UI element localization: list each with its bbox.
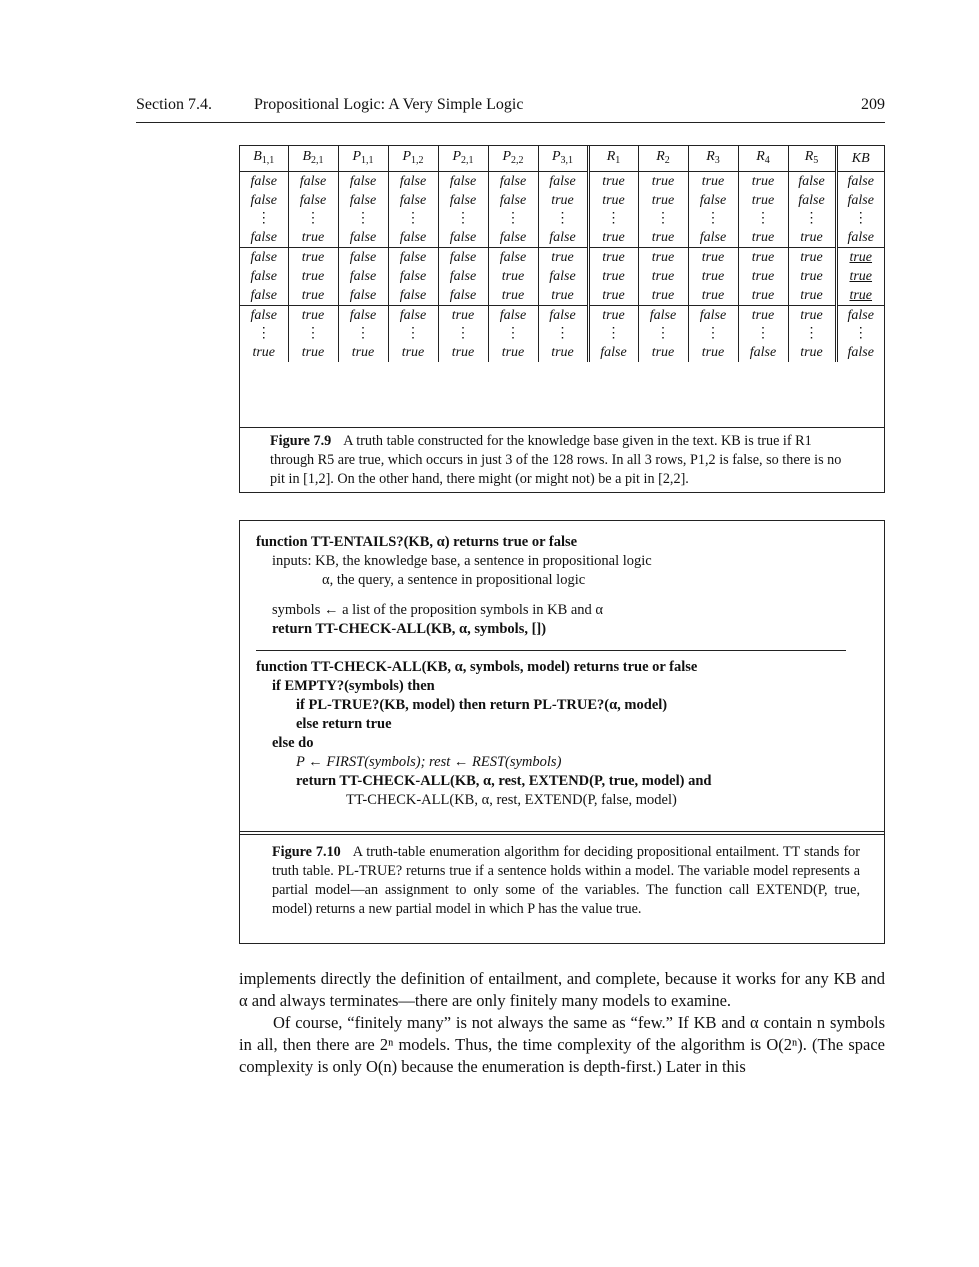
table-cell: true <box>538 286 588 306</box>
table-cell: true <box>788 306 836 326</box>
column-header: $P_{3,1}$ <box>538 146 588 172</box>
table-cell: false <box>488 228 538 248</box>
table-cell: true <box>788 286 836 306</box>
algorithm-line: symbols ← a list of the proposition symbols in KB and α <box>272 602 604 618</box>
caption-label: Figure 7.10 <box>272 844 341 860</box>
table-cell: false <box>788 172 836 192</box>
table-cell: false <box>388 191 438 210</box>
algorithm-line: if PL-TRUE?(KB, model) then return PL-TRUE?(α, model) <box>296 697 668 713</box>
table-cell: true <box>488 286 538 306</box>
table-cell: true <box>438 306 488 326</box>
table-row <box>240 191 884 210</box>
ellipsis-cell: ⋮ <box>240 210 288 228</box>
table-cell: true <box>788 267 836 286</box>
table-cell: true <box>488 267 538 286</box>
table-cell: false <box>388 228 438 248</box>
table-cell: true <box>638 228 688 248</box>
table-cell: false <box>438 248 488 268</box>
table-cell: true <box>738 172 788 192</box>
table-cell: true <box>849 288 873 303</box>
table-cell: false <box>288 191 338 210</box>
table-cell: false <box>438 228 488 248</box>
table-cell: true <box>788 228 836 248</box>
column-header: $R_1$ <box>588 146 638 172</box>
ellipsis-cell: ⋮ <box>738 325 788 343</box>
table-row <box>240 267 884 286</box>
caption-label: Figure 7.9 <box>270 433 332 449</box>
table-cell: false <box>847 230 874 245</box>
table-cell: false <box>688 191 738 210</box>
table-cell: true <box>738 191 788 210</box>
table-cell: true <box>788 343 836 362</box>
ellipsis-cell: ⋮ <box>338 325 388 343</box>
table-cell: true <box>588 248 638 268</box>
column-header: $P_{2,2}$ <box>488 146 538 172</box>
table-cell: false <box>688 306 738 326</box>
ellipsis-cell: ⋮ <box>638 325 688 343</box>
table-cell: true <box>338 343 388 362</box>
column-header: $P_{2,1}$ <box>438 146 488 172</box>
table-cell: false <box>538 228 588 248</box>
algorithm-line: else return true <box>296 716 392 732</box>
table-cell: false <box>847 193 874 208</box>
column-header: $P_{1,2}$ <box>388 146 438 172</box>
ellipsis-cell: ⋮ <box>588 210 638 228</box>
ellipsis-cell: ⋮ <box>388 325 438 343</box>
paragraph: implements directly the definition of entailment, and complete, because it works for any KB and α and always terminates—there are only finitely many models to examine. <box>239 969 885 1010</box>
table-cell: false <box>836 306 884 326</box>
table-cell: false <box>338 172 388 192</box>
table-cell: true <box>288 306 338 326</box>
ellipsis-cell: ⋮ <box>288 210 338 228</box>
table-cell: false <box>240 248 288 268</box>
algorithm-line: return TT-CHECK-ALL(KB, α, rest, EXTEND(P, true, model) and <box>296 773 712 789</box>
table-cell: false <box>688 228 738 248</box>
table-cell: true <box>836 248 884 268</box>
column-header: $R_3$ <box>688 146 738 172</box>
column-header: $R_2$ <box>638 146 688 172</box>
table-cell: true <box>588 172 638 192</box>
table-cell: true <box>688 267 738 286</box>
table-cell: false <box>240 267 288 286</box>
ellipsis-row <box>240 210 884 228</box>
table-cell: true <box>738 267 788 286</box>
table-cell: true <box>588 306 638 326</box>
table-cell: false <box>240 306 288 326</box>
ellipsis-cell: ⋮ <box>488 325 538 343</box>
paragraph: Of course, “finitely many” is not always the same as “few.” If KB and α contain n symbols in all, then there are 2ⁿ models. Thus, the time complexity of the algorithm is O(2ⁿ). (The space complexity is only O(n) because the enumeration is depth-first.) Later in this <box>239 1013 885 1076</box>
table-cell: false <box>338 228 388 248</box>
table-cell: true <box>638 267 688 286</box>
truth-table <box>240 146 884 362</box>
table-cell: true <box>588 286 638 306</box>
caption-divider <box>240 831 884 835</box>
ellipsis-cell: ⋮ <box>240 325 288 343</box>
table-cell: true <box>638 191 688 210</box>
table-cell: false <box>388 306 438 326</box>
algorithm-line: if EMPTY?(symbols) then <box>272 678 435 694</box>
ellipsis-cell: ⋮ <box>688 325 738 343</box>
table-cell: false <box>240 191 288 210</box>
table-cell: true <box>488 343 538 362</box>
ellipsis-cell: ⋮ <box>638 210 688 228</box>
ellipsis-cell: ⋮ <box>288 325 338 343</box>
table-cell: false <box>488 191 538 210</box>
table-cell: false <box>240 228 288 248</box>
table-cell: true <box>288 248 338 268</box>
table-cell: true <box>588 191 638 210</box>
table-cell: false <box>438 286 488 306</box>
table-cell: true <box>388 343 438 362</box>
table-cell: true <box>738 286 788 306</box>
table-cell: true <box>688 172 738 192</box>
table-cell: true <box>638 286 688 306</box>
caption-text: A truth table constructed for the knowledge base given in the text. KB is true if R1 through R5 are true, which occurs in just 3 of the 128 rows. In all 3 rows, P1,2 is false, so there is no pit in [1,2]. On the other hand, there might (or might not) be a pit in [2,2]. <box>270 433 842 487</box>
algorithm-line: inputs: KB, the knowledge base, a sentence in propositional logic <box>272 553 652 569</box>
table-cell: true <box>588 228 638 248</box>
table-cell: false <box>338 286 388 306</box>
figure-7-9 <box>239 145 885 493</box>
ellipsis-row <box>240 325 884 343</box>
table-cell: false <box>240 172 288 192</box>
table-cell: true <box>849 269 873 284</box>
ellipsis-cell: ⋮ <box>788 210 836 228</box>
table-cell: false <box>388 286 438 306</box>
caption-text: A truth-table enumeration algorithm for deciding propositional entailment. TT stands for truth table. PL-TRUE? returns true if a sentence holds within a model. The variable model represents a partial model—an assignment to only some of the variables. The function call EXTEND(P, true, model) returns a new partial model in which P has the value true. <box>272 844 860 917</box>
column-header: $R_4$ <box>738 146 788 172</box>
table-row <box>240 343 884 362</box>
ellipsis-cell: ⋮ <box>738 210 788 228</box>
truth-table-body <box>240 172 884 363</box>
table-row <box>240 248 884 268</box>
ellipsis-cell: ⋮ <box>438 325 488 343</box>
table-cell: true <box>588 267 638 286</box>
table-cell: false <box>438 267 488 286</box>
algorithm-line: return TT-CHECK-ALL(KB, α, symbols, []) <box>272 621 547 637</box>
ellipsis-cell: ⋮ <box>688 210 738 228</box>
table-cell: false <box>338 248 388 268</box>
table-cell: false <box>388 267 438 286</box>
body-text <box>239 968 885 1078</box>
table-cell: true <box>688 248 738 268</box>
page-header <box>136 96 885 123</box>
table-cell: true <box>638 172 688 192</box>
ellipsis-cell: ⋮ <box>588 325 638 343</box>
table-cell: false <box>847 345 874 360</box>
algorithm-line: function TT-CHECK-ALL(KB, α, symbols, model) returns true or false <box>256 659 698 675</box>
page-number: 209 <box>861 96 885 113</box>
algorithm-line: TT-CHECK-ALL(KB, α, rest, EXTEND(P, false, model) <box>346 792 677 808</box>
figure-7-10-caption <box>240 843 884 919</box>
table-cell: false <box>388 248 438 268</box>
table-cell: false <box>388 172 438 192</box>
column-header: KB <box>836 146 884 172</box>
table-cell: false <box>588 343 638 362</box>
table-cell: true <box>638 248 688 268</box>
table-cell: true <box>538 248 588 268</box>
algorithm-line: α, the query, a sentence in propositional logic <box>322 572 586 588</box>
table-cell: false <box>788 191 836 210</box>
table-cell: true <box>738 248 788 268</box>
table-cell: true <box>538 343 588 362</box>
table-cell: true <box>288 286 338 306</box>
algorithm-line: P ← FIRST(symbols); rest ← REST(symbols) <box>296 754 562 770</box>
table-cell: true <box>288 343 338 362</box>
ellipsis-cell: ⋮ <box>488 210 538 228</box>
table-cell: false <box>488 172 538 192</box>
table-cell: false <box>638 306 688 326</box>
table-cell: false <box>738 343 788 362</box>
ellipsis-cell: ⋮ <box>338 210 388 228</box>
table-cell: false <box>538 267 588 286</box>
table-cell: false <box>338 306 388 326</box>
table-cell: false <box>488 248 538 268</box>
section-label: Section 7.4. <box>136 96 212 113</box>
running-title: Propositional Logic: A Very Simple Logic <box>254 96 524 113</box>
ellipsis-cell: ⋮ <box>538 210 588 228</box>
table-cell: false <box>288 172 338 192</box>
ellipsis-cell: ⋮ <box>438 210 488 228</box>
table-cell: true <box>638 343 688 362</box>
table-cell: false <box>338 267 388 286</box>
column-header: $B_{1,1}$ <box>240 146 288 172</box>
table-row <box>240 306 884 326</box>
table-row <box>240 228 884 248</box>
algorithm-line: function TT-ENTAILS?(KB, α) returns true or false <box>256 534 578 550</box>
table-cell: true <box>688 343 738 362</box>
table-cell: true <box>288 267 338 286</box>
table-header-row <box>240 146 884 172</box>
table-cell: false <box>438 172 488 192</box>
column-header: $P_{1,1}$ <box>338 146 388 172</box>
column-header: $R_5$ <box>788 146 836 172</box>
algorithm-divider <box>256 650 846 651</box>
ellipsis-cell: ⋮ <box>788 325 836 343</box>
table-cell: true <box>438 343 488 362</box>
table-row <box>240 172 884 192</box>
table-cell: true <box>538 191 588 210</box>
table-cell: false <box>538 306 588 326</box>
table-cell: true <box>688 286 738 306</box>
table-cell: false <box>240 286 288 306</box>
ellipsis-cell: ⋮ <box>853 326 868 341</box>
ellipsis-cell: ⋮ <box>853 211 868 226</box>
figure-7-9-caption <box>240 427 884 492</box>
table-cell: false <box>488 306 538 326</box>
algorithm-listing <box>256 533 866 810</box>
table-cell: false <box>836 172 884 192</box>
figure-7-10 <box>239 520 885 944</box>
column-header: $B_{2,1}$ <box>288 146 338 172</box>
table-cell: true <box>788 248 836 268</box>
table-cell: true <box>240 343 288 362</box>
table-cell: false <box>338 191 388 210</box>
algorithm-line: else do <box>272 735 314 751</box>
table-cell: true <box>738 306 788 326</box>
ellipsis-cell: ⋮ <box>538 325 588 343</box>
table-cell: true <box>288 228 338 248</box>
ellipsis-cell: ⋮ <box>388 210 438 228</box>
table-cell: true <box>738 228 788 248</box>
table-cell: false <box>438 191 488 210</box>
table-row <box>240 286 884 306</box>
table-cell: false <box>538 172 588 192</box>
